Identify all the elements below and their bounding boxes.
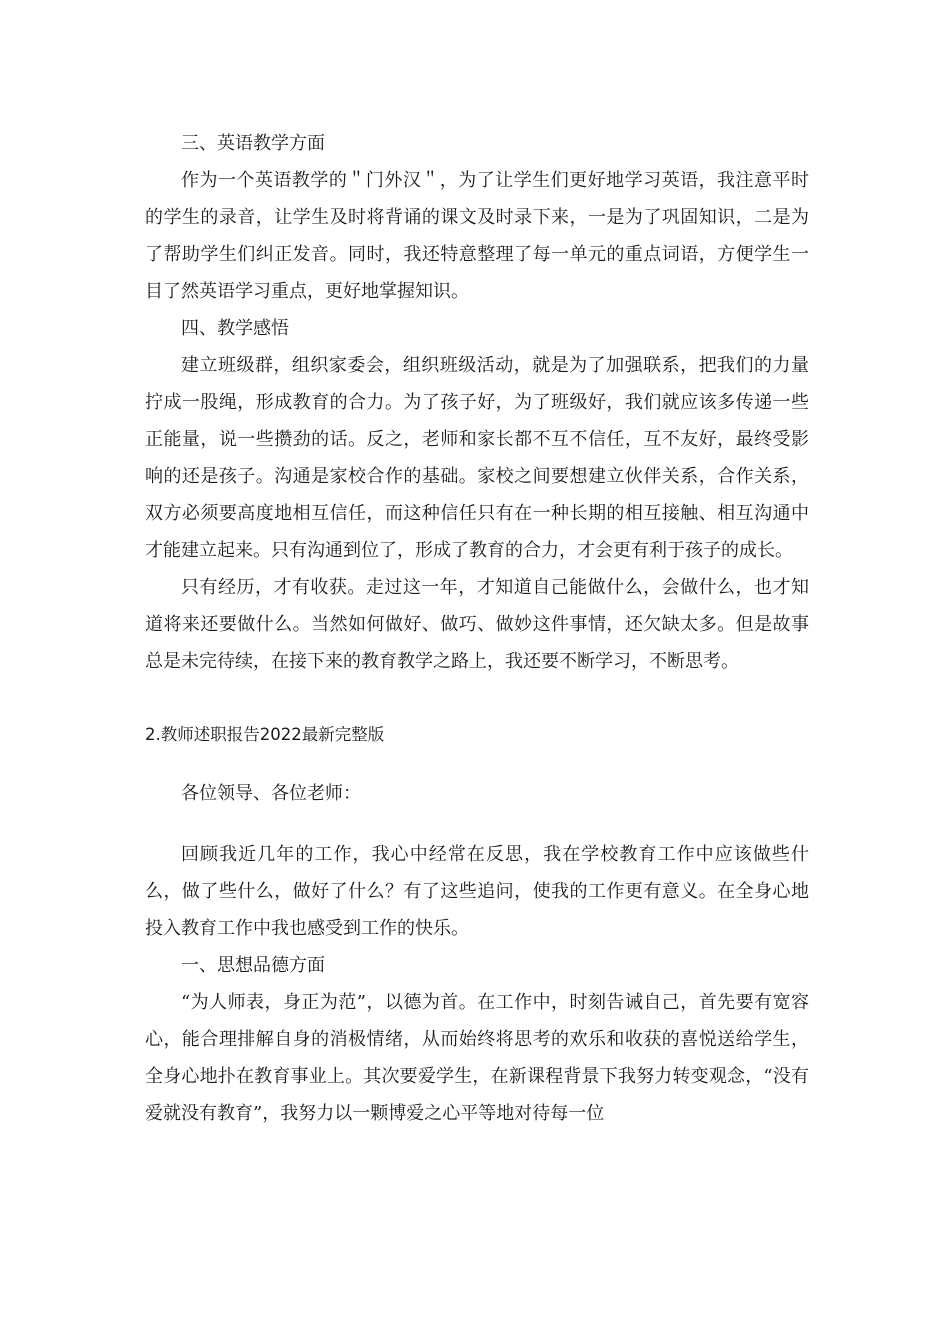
paragraph-moral-character: “为人师表，身正为范”，以德为首。在工作中，时刻告诫自己，首先要有宽容心，能合理排解自身的消极情绪，从而始终将思考的欢乐和收获的喜悦送给学生，全身心地扑在教育事业上。其次要爱学生，在新课程背景下我努力转变观念，“没有爱就没有教育”，我努力以一颗博爱之心平等地对待每一位 (145, 992, 809, 1124)
greeting: 各位领导、各位老师： (181, 783, 361, 804)
section-heading-english-teaching: 三、英语教学方面 (181, 133, 325, 154)
paragraph-home-school-communication: 建立班级群，组织家委会，组织班级活动，就是为了加强联系，把我们的力量拧成一股绳，形成教育的合力。为了孩子好，为了班级好，我们就应该多传递一些正能量，说一些攒劲的话。反之，老师和家长都不互不信任，互不友好，最终受影响的还是孩子。沟通是家校合作的基础。家校之间要想建立伙伴关系，合作关系，双方必须要高度地相互信任，而这种信任只有在一种长期的相互接触、相互沟通中才能建立起来。只有沟通到位了，形成了教育的合力，才会更有利于孩子的成长。 (145, 355, 809, 561)
document-page (145, 125, 809, 1132)
section-heading-moral-character: 一、思想品德方面 (181, 955, 325, 976)
section-heading-teaching-reflection: 四、教学感悟 (181, 318, 289, 339)
paragraph-english-teaching: 作为一个英语教学的＂门外汉＂，为了让学生们更好地学习英语，我注意平时的学生的录音，让学生及时将背诵的课文及时录下来，一是为了巩固知识，二是为了帮助学生们纠正发音。同时，我还特意整理了每一单元的重点词语，方便学生一目了然英语学习重点，更好地掌握知识。 (145, 170, 809, 302)
spacer (145, 753, 809, 775)
spacer (145, 812, 809, 836)
report-title: 2.教师述职报告2022最新完整版 (145, 725, 385, 744)
paragraph-intro: 回顾我近几年的工作，我心中经常在反思，我在学校教育工作中应该做些什么，做了些什么，做好了什么？有了这些追问，使我的工作更有意义。在全身心地投入教育工作中我也感受到工作的快乐。 (145, 844, 809, 939)
paragraph-experience-harvest: 只有经历，才有收获。走过这一年，才知道自己能做什么，会做什么，也才知道将来还要做什么。当然如何做好、做巧、做妙这件事情，还欠缺太多。但是故事总是未完待续，在接下来的教育教学之路上，我还要不断学习，不断思考。 (145, 577, 809, 672)
spacer (145, 680, 809, 716)
